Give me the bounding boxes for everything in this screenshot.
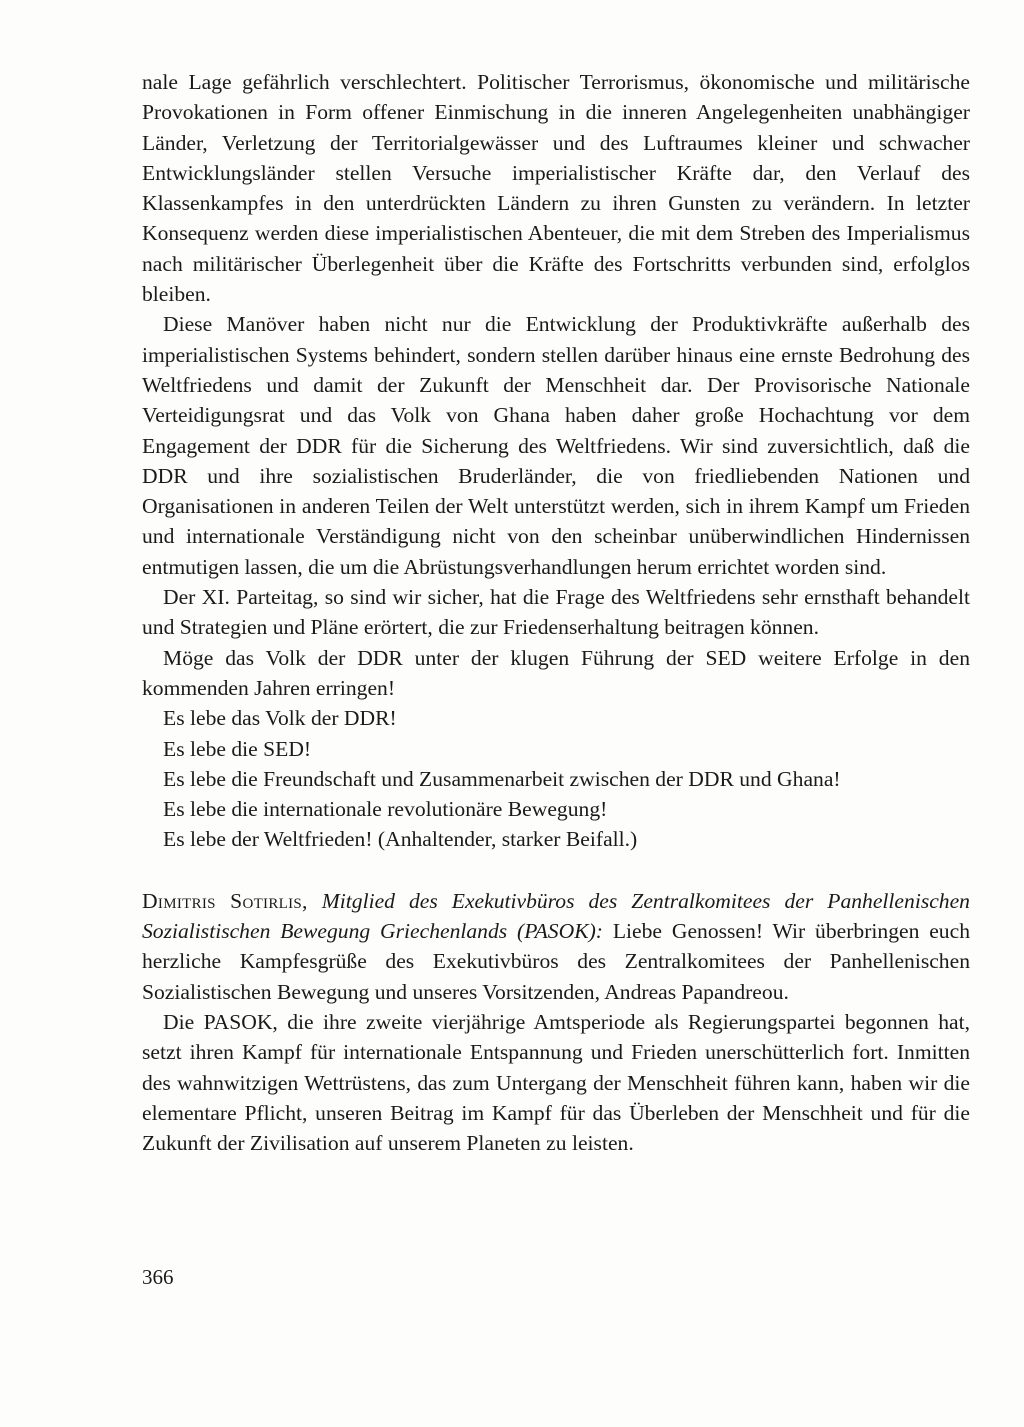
page-number: 366 bbox=[142, 1265, 174, 1289]
cheer-line-5: Es lebe der Weltfrieden! (Anhaltender, starker Beifall.) bbox=[163, 827, 638, 852]
speaker-name: Dimitris Sotirlis, bbox=[142, 888, 308, 913]
paragraph-2: Diese Manöver haben nicht nur die Entwicklung der Produktivkräfte außerhalb des imperialistischen Systems behindert, sondern stellen darüber hinaus eine ernste Bedrohung des Weltfriedens und damit der Zukunft der Menschheit dar. Der Provisorische Nationale Verteidigungsrat und das Volk von Ghana haben daher große Hochachtung vor dem Engagement der DDR für die Sicherung des Weltfriedens. Wir sind zuversichtlich, daß die DDR und ihre sozialistischen Bruderländer, die von friedliebenden Nationen und Organisationen in anderen Teilen der Welt unterstützt werden, sich in ihrem Kampf um Frieden und internationale Verständigung nicht von den scheinbar unüberwindlichen Hindernissen entmutigen lassen, die um die Abrüstungsverhandlungen herum errichtet worden sind. bbox=[142, 312, 970, 579]
speaker-role: Mitglied des Exekutivbüros des Zentralkomitees der Panhellenischen Sozialistischen Bewegung Griechenlands (PASOK): bbox=[142, 888, 970, 944]
section-gap bbox=[142, 855, 970, 886]
cheer-line-4: Es lebe die internationale revolutionäre Bewegung! bbox=[163, 797, 608, 822]
paragraph-5: Die PASOK, die ihre zweite vierjährige Amtsperiode als Regierungspartei begonnen hat, setzt ihren Kampf für internationale Entspannung und Frieden unerschütterlich fort. Inmitten des wahnwitzigen Wettrüstens, das zum Untergang der Menschheit führen kann, haben wir die elementare Pflicht, unseren Beitrag im Kampf für das Überleben der Menschheit und für die Zukunft der Zivilisation auf unserem Planeten zu leisten. bbox=[142, 1009, 970, 1156]
speaker-paragraph bbox=[142, 886, 970, 1007]
paragraph-3: Der XI. Parteitag, so sind wir sicher, hat die Frage des Weltfriedens sehr ernsthaft behandelt und Strategien und Pläne erörtert, die zur Friedenserhaltung beitragen können. bbox=[142, 585, 970, 640]
body-text bbox=[142, 67, 970, 1158]
cheer-line-3: Es lebe die Freundschaft und Zusammenarbeit zwischen der DDR und Ghana! bbox=[163, 766, 841, 791]
paragraph-4: Möge das Volk der DDR unter der klugen Führung der SED weitere Erfolge in den kommenden Jahren erringen! bbox=[142, 645, 970, 700]
paragraph-1: nale Lage gefährlich verschlechtert. Politischer Terrorismus, ökonomische und militärische Provokationen in Form offener Einmischung in die inneren Angelegenheiten unabhängiger Länder, Verletzung der Territorialgewässer und des Luftraumes kleiner und schwacher Entwicklungsländer stellen Versuche imperialistischer Kräfte dar, den Verlauf des Klassenkampfes in den unterdrückten Ländern zu ihren Gunsten zu verändern. In letzter Konsequenz werden diese imperialistischen Abenteuer, die mit dem Streben des Imperialismus nach militärischer Überlegenheit über die Kräfte des Fortschritts verbunden sind, erfolglos bleiben. bbox=[142, 70, 970, 307]
cheer-line-2: Es lebe die SED! bbox=[163, 736, 312, 761]
speaker-text: Liebe Genossen! Wir überbringen euch herzliche Kampfesgrüße des Exekutivbüros des Zentralkomitees der Panhellenischen Sozialistischen Bewegung und unseres Vorsitzenden, Andreas Papandreou. bbox=[142, 919, 970, 1004]
cheer-line-1: Es lebe das Volk der DDR! bbox=[163, 706, 397, 731]
